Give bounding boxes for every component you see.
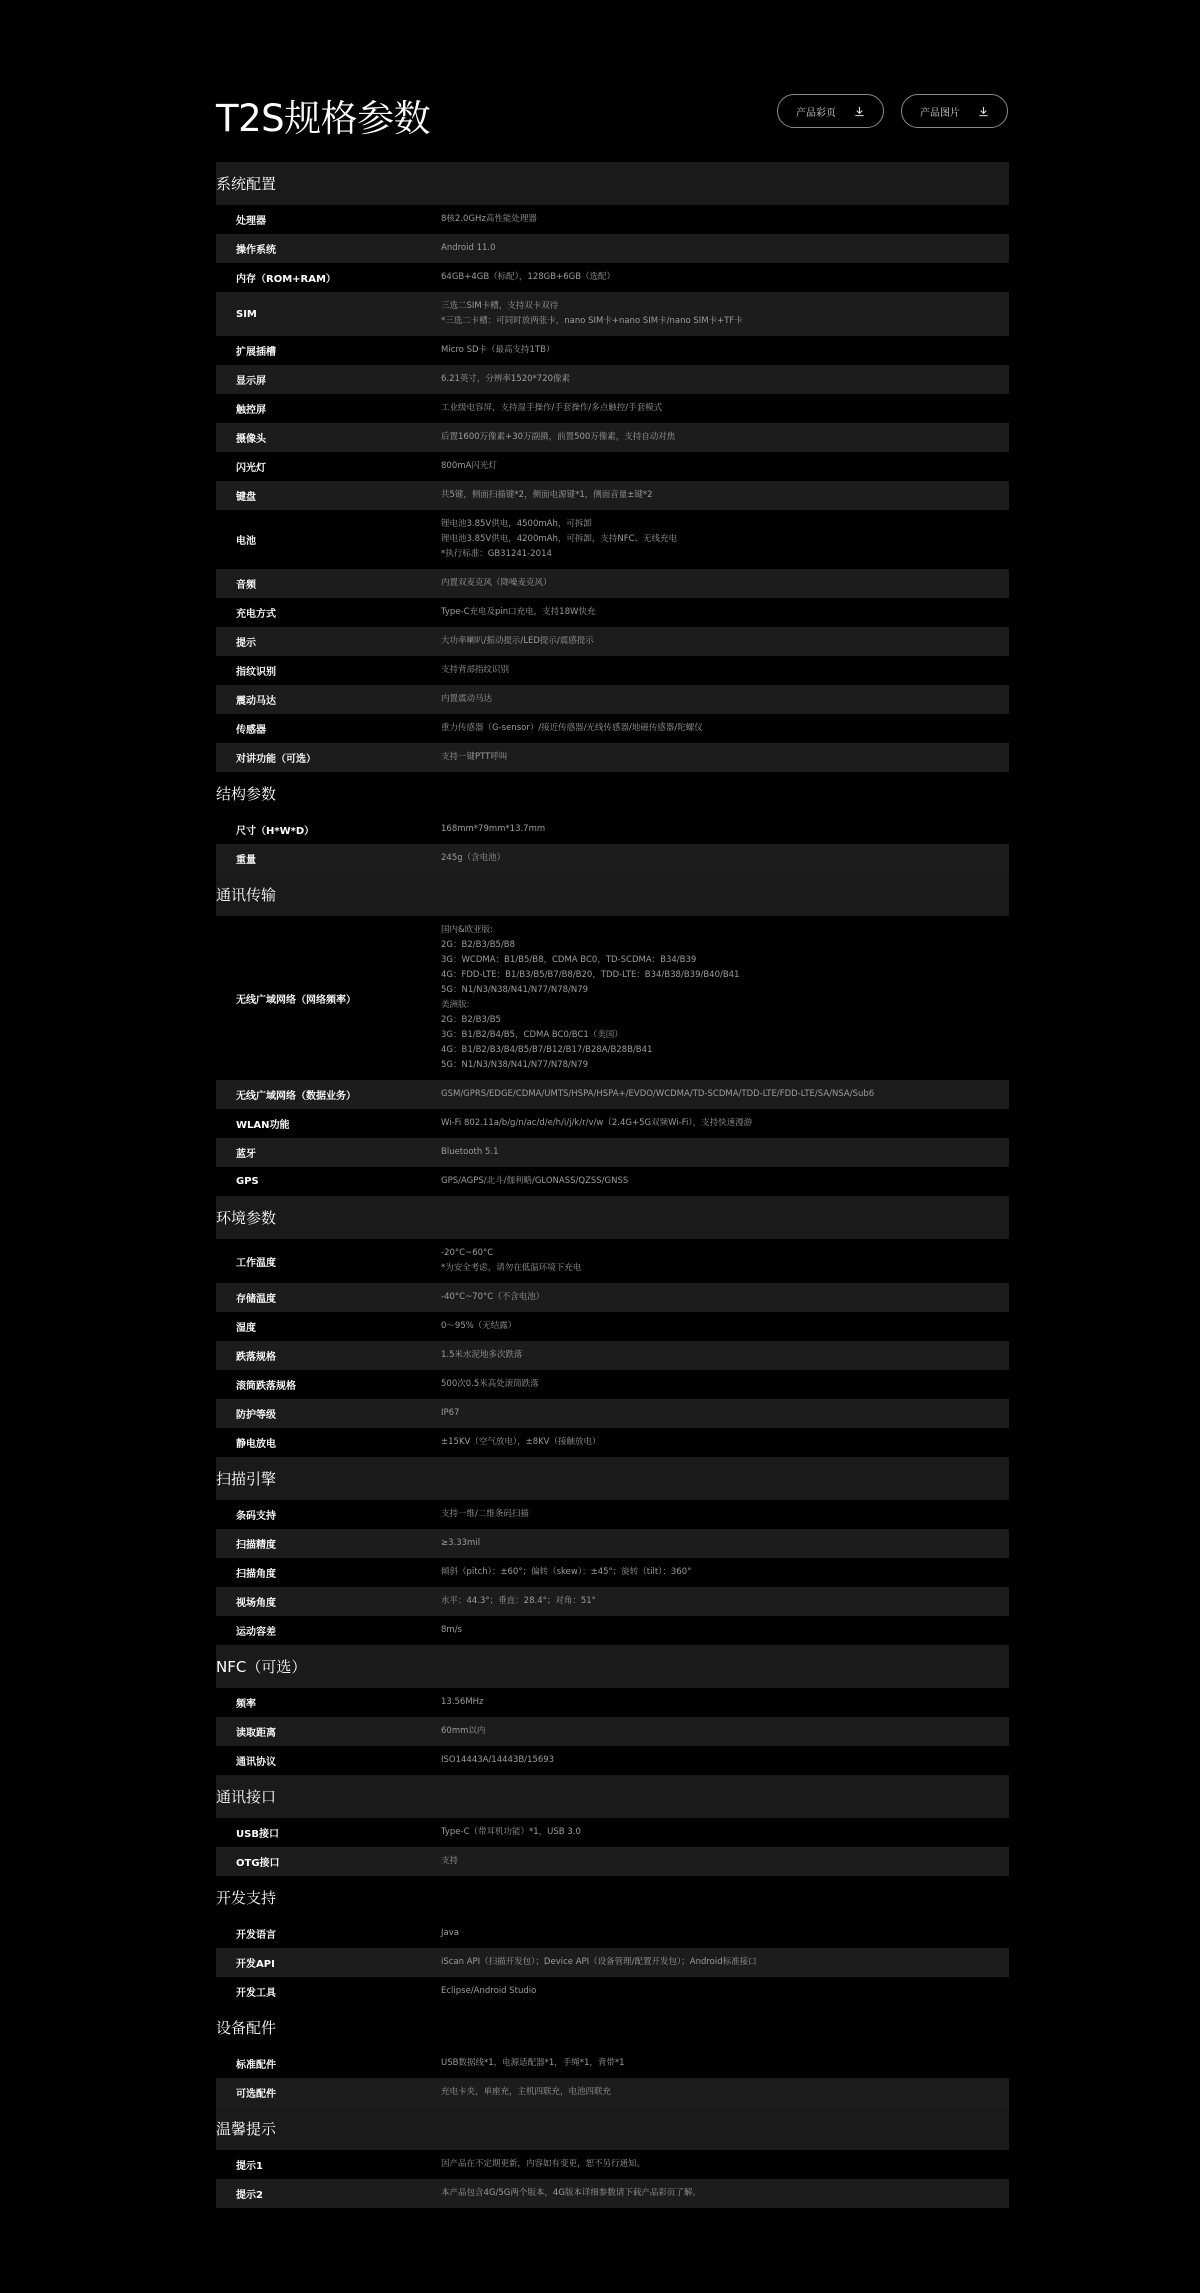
spec-value bbox=[441, 1926, 459, 1941]
spec-value bbox=[441, 343, 554, 358]
spec-value bbox=[441, 1145, 498, 1160]
spec-value-line: Micro SD卡（最高支持1TB） bbox=[441, 345, 555, 355]
spec-label: 滚筒跌落规格 bbox=[236, 1381, 296, 1392]
spec-section bbox=[216, 162, 1009, 772]
spec-row bbox=[216, 2179, 1009, 2208]
spec-row bbox=[216, 1500, 1009, 1529]
spec-label: 电池 bbox=[236, 536, 256, 547]
spec-value bbox=[441, 517, 677, 562]
spec-value bbox=[441, 1319, 516, 1334]
spec-row bbox=[216, 481, 1009, 510]
spec-label: 湿度 bbox=[236, 1323, 256, 1334]
spec-row bbox=[216, 1818, 1009, 1847]
spec-value-line: 8核2.0GHz高性能处理器 bbox=[441, 214, 537, 224]
spec-value bbox=[441, 1854, 458, 1869]
spec-value bbox=[441, 1695, 484, 1710]
spec-label: 充电方式 bbox=[236, 609, 276, 620]
section-title: NFC（可选） bbox=[216, 1645, 1009, 1688]
spec-value-line: Type-C充电及pin口充电，支持18W快充 bbox=[441, 607, 596, 617]
spec-label: 标准配件 bbox=[236, 2060, 276, 2071]
spec-row bbox=[216, 1341, 1009, 1370]
spec-value bbox=[441, 1116, 752, 1131]
spec-value bbox=[441, 1246, 581, 1276]
spec-value-line: 支持一键PTT呼叫 bbox=[441, 752, 508, 762]
spec-value bbox=[441, 663, 509, 678]
spec-label: 视场角度 bbox=[236, 1598, 276, 1609]
spec-row bbox=[216, 714, 1009, 743]
spec-label: 尺寸（H*W*D） bbox=[236, 826, 315, 837]
spec-value bbox=[441, 1594, 596, 1609]
spec-value bbox=[441, 1536, 480, 1551]
spec-value-line: ≥3.33mil bbox=[441, 1538, 481, 1548]
section-title: 设备配件 bbox=[216, 2019, 277, 2037]
spec-value-line: IP67 bbox=[441, 1408, 460, 1418]
spec-value bbox=[441, 750, 507, 765]
spec-value-line: 三选二SIM卡槽，支持双卡双待 bbox=[441, 301, 559, 311]
spec-row bbox=[216, 1109, 1009, 1138]
spec-row bbox=[216, 234, 1009, 263]
spec-value-line: 本产品包含4G/5G两个版本，4G版本详细参数请下载产品彩页了解。 bbox=[441, 2188, 701, 2198]
spec-row bbox=[216, 292, 1009, 336]
spec-label: 可选配件 bbox=[236, 2089, 276, 2100]
spec-row bbox=[216, 1616, 1009, 1645]
spec-value-line: 大功率喇叭/振动提示/LED提示/震感提示 bbox=[441, 636, 594, 646]
spec-section bbox=[216, 1645, 1009, 1775]
spec-label: WLAN功能 bbox=[236, 1120, 290, 1131]
spec-value-line: USB数据线*1，电源适配器*1，手绳*1，背带*1 bbox=[441, 2058, 625, 2068]
spec-row bbox=[216, 1239, 1009, 1283]
spec-value-line: *执行标准：GB31241-2014 bbox=[441, 549, 552, 559]
spec-value bbox=[441, 2157, 645, 2172]
download-icon bbox=[854, 106, 865, 117]
spec-value bbox=[441, 1087, 874, 1102]
spec-row bbox=[216, 1558, 1009, 1587]
spec-row bbox=[216, 394, 1009, 423]
spec-value-line: 13.56MHz bbox=[441, 1697, 484, 1707]
spec-value bbox=[441, 372, 570, 387]
spec-value-line: 锂电池3.85V供电，4200mAh，可拆卸，支持NFC、无线充电 bbox=[441, 534, 678, 544]
spec-value-line: Java bbox=[441, 1928, 459, 1938]
spec-row bbox=[216, 423, 1009, 452]
spec-value-line: 4G：B1/B2/B3/B4/B5/B7/B12/B17/B28A/B28B/B41 bbox=[441, 1045, 653, 1055]
section-title: 通讯传输 bbox=[216, 873, 1009, 916]
download-images-button[interactable] bbox=[901, 94, 1008, 128]
spec-row bbox=[216, 205, 1009, 234]
spec-value bbox=[441, 605, 595, 620]
spec-value bbox=[441, 459, 497, 474]
spec-value bbox=[441, 634, 594, 649]
spec-value-line: 支持一维/二维条码扫描 bbox=[441, 1509, 529, 1519]
images-button-label: 产品图片 bbox=[920, 107, 960, 119]
spec-label: 无线广域网络（数据业务） bbox=[236, 1091, 356, 1102]
spec-label: SIM bbox=[236, 308, 257, 320]
spec-value-line: 0～95%（无结露） bbox=[441, 1321, 517, 1331]
spec-label: 扩展插槽 bbox=[236, 347, 276, 358]
spec-value bbox=[441, 1623, 462, 1638]
spec-row bbox=[216, 365, 1009, 394]
spec-row bbox=[216, 844, 1009, 873]
spec-row bbox=[216, 1080, 1009, 1109]
spec-value bbox=[441, 2186, 701, 2201]
spec-row bbox=[216, 1746, 1009, 1775]
spec-value-line: 后置1600万像素+30万副摄，前置500万像素，支持自动对焦 bbox=[441, 432, 676, 442]
spec-label: 频率 bbox=[236, 1699, 256, 1710]
spec-value bbox=[441, 1724, 485, 1739]
spec-value-line: 8m/s bbox=[441, 1625, 462, 1635]
spec-label: 提示2 bbox=[236, 2190, 263, 2201]
spec-row bbox=[216, 1919, 1009, 1948]
section-title: 通讯接口 bbox=[216, 1775, 1009, 1818]
spec-label: 对讲功能（可选） bbox=[236, 754, 316, 765]
spec-label: 显示屏 bbox=[236, 376, 266, 387]
spec-value-line: 国内&欧亚版: bbox=[441, 925, 493, 935]
spec-value-line: 充电卡夹，单座充，主机四联充，电池四联充 bbox=[441, 2087, 612, 2097]
spec-value-line: 6.21英寸，分辨率1520*720像素 bbox=[441, 374, 571, 384]
spec-row bbox=[216, 510, 1009, 569]
spec-section bbox=[216, 2107, 1009, 2208]
spec-section bbox=[216, 1457, 1009, 1645]
spec-row bbox=[216, 598, 1009, 627]
spec-row bbox=[216, 627, 1009, 656]
spec-row bbox=[216, 1847, 1009, 1876]
spec-row bbox=[216, 1529, 1009, 1558]
spec-label: 音频 bbox=[236, 580, 256, 591]
spec-value bbox=[441, 212, 537, 227]
spec-label: 传感器 bbox=[236, 725, 266, 736]
spec-label: 触控屏 bbox=[236, 405, 266, 416]
spec-row bbox=[216, 1948, 1009, 1977]
spec-row bbox=[216, 1138, 1009, 1167]
spec-value-line: 倾斜（pitch）：±60°；偏转（skew）：±45°；旋转（tilt）：360° bbox=[441, 1567, 692, 1577]
spec-value bbox=[441, 241, 496, 256]
spec-value-line: Bluetooth 5.1 bbox=[441, 1147, 499, 1157]
spec-value-line: 重力传感器（G-sensor）/接近传感器/光线传感器/地磁传感器/陀螺仪 bbox=[441, 723, 703, 733]
spec-value-line: 支持背部指纹识别 bbox=[441, 665, 510, 675]
spec-value-line: 168mm*79mm*13.7mm bbox=[441, 824, 546, 834]
section-title: 系统配置 bbox=[216, 162, 1009, 205]
spec-row bbox=[216, 743, 1009, 772]
spec-value bbox=[441, 1406, 459, 1421]
spec-value-line: 水平：44.3°；垂直：28.4°；对角：51° bbox=[441, 1596, 596, 1606]
spec-value bbox=[441, 299, 743, 329]
spec-value-line: Android 11.0 bbox=[441, 243, 496, 253]
spec-row bbox=[216, 1587, 1009, 1616]
spec-label: 条码支持 bbox=[236, 1511, 276, 1522]
section-title: 结构参数 bbox=[216, 785, 277, 803]
spec-value bbox=[441, 488, 653, 503]
spec-label: 摄像头 bbox=[236, 434, 266, 445]
spec-label: 扫描角度 bbox=[236, 1569, 276, 1580]
spec-value-line: GPS/AGPS/北斗/伽利略/GLONASS/QZSS/GNSS bbox=[441, 1176, 629, 1186]
spec-label: 读取距离 bbox=[236, 1728, 276, 1739]
spec-label: 通讯协议 bbox=[236, 1757, 276, 1768]
download-brochure-button[interactable] bbox=[777, 94, 884, 128]
spec-label: 内存（ROM+RAM） bbox=[236, 274, 336, 285]
spec-value bbox=[441, 576, 552, 591]
spec-value-line: 5G：N1/N3/N38/N41/N77/N78/N79 bbox=[441, 1060, 589, 1070]
spec-value bbox=[441, 270, 615, 285]
spec-value-line: Wi-Fi 802.11a/b/g/n/ac/d/e/h/i/j/k/r/v/w（2.4G+5G双频Wi-Fi），支持快速漫游 bbox=[441, 1118, 753, 1128]
spec-row bbox=[216, 263, 1009, 292]
spec-value bbox=[441, 1377, 539, 1392]
spec-row bbox=[216, 1312, 1009, 1341]
spec-value bbox=[441, 692, 492, 707]
spec-value bbox=[441, 1825, 581, 1840]
spec-value bbox=[441, 1507, 529, 1522]
spec-value-line: -20°C~60°C bbox=[441, 1248, 494, 1258]
spec-value bbox=[441, 1955, 757, 1970]
spec-value bbox=[441, 822, 545, 837]
spec-value-line: ISO14443A/14443B/15693 bbox=[441, 1755, 555, 1765]
spec-label: 蓝牙 bbox=[236, 1149, 256, 1160]
spec-label: 开发语言 bbox=[236, 1930, 276, 1941]
spec-label: GPS bbox=[236, 1176, 259, 1187]
spec-row bbox=[216, 685, 1009, 714]
spec-value bbox=[441, 1348, 523, 1363]
spec-row bbox=[216, 1717, 1009, 1746]
spec-section bbox=[216, 2006, 1009, 2107]
spec-value-line: 3G：WCDMA：B1/B5/B8，CDMA BC0，TD-SCDMA：B34/B39 bbox=[441, 955, 697, 965]
spec-value-line: 4G：FDD-LTE：B1/B3/B5/B7/B8/B20，TDD-LTE：B34/B38/B39/B40/B41 bbox=[441, 970, 740, 980]
spec-value-line: 60mm以内 bbox=[441, 1726, 486, 1736]
spec-value-line: Eclipse/Android Studio bbox=[441, 1986, 537, 1996]
section-title: 开发支持 bbox=[216, 1889, 277, 1907]
section-title: 扫描引擎 bbox=[216, 1457, 1009, 1500]
spec-value-line: 2G：B2/B3/B5 bbox=[441, 1015, 501, 1025]
spec-row bbox=[216, 2078, 1009, 2107]
spec-value-line: 5G：N1/N3/N38/N41/N77/N78/N79 bbox=[441, 985, 589, 995]
spec-value bbox=[441, 851, 505, 866]
spec-value bbox=[441, 923, 740, 1073]
download-icon bbox=[978, 106, 989, 117]
spec-value-line: 3G：B1/B2/B4/B5，CDMA BC0/BC1（美国） bbox=[441, 1030, 623, 1040]
spec-value-line: Type-C（带耳机功能）*1，USB 3.0 bbox=[441, 1827, 581, 1837]
spec-label: 震动马达 bbox=[236, 696, 276, 707]
spec-section bbox=[216, 772, 1009, 873]
spec-label: 闪光灯 bbox=[236, 463, 266, 474]
spec-row bbox=[216, 1688, 1009, 1717]
spec-value-line: -40°C~70°C（不含电池） bbox=[441, 1292, 545, 1302]
spec-value-line: 共5键，侧面扫描键*2，侧面电源键*1，侧面音量±键*2 bbox=[441, 490, 653, 500]
spec-value bbox=[441, 1174, 628, 1189]
spec-section bbox=[216, 873, 1009, 1196]
spec-value-line: 2G：B2/B3/B5/B8 bbox=[441, 940, 516, 950]
spec-row bbox=[216, 1370, 1009, 1399]
spec-row bbox=[216, 1283, 1009, 1312]
spec-label: 处理器 bbox=[236, 216, 266, 227]
spec-label: 键盘 bbox=[236, 492, 256, 503]
spec-section bbox=[216, 1775, 1009, 1876]
spec-label: 指纹识别 bbox=[236, 667, 276, 678]
spec-sections bbox=[216, 162, 1009, 2208]
spec-label: 提示 bbox=[236, 638, 256, 649]
spec-value-line: 美洲版: bbox=[441, 1000, 470, 1010]
spec-value-line: 支持 bbox=[441, 1856, 459, 1866]
spec-value-line: 内置双麦克风（降噪麦克风） bbox=[441, 578, 552, 588]
spec-value bbox=[441, 1753, 554, 1768]
spec-label: 静电放电 bbox=[236, 1439, 276, 1450]
spec-section bbox=[216, 1196, 1009, 1457]
spec-value bbox=[441, 1435, 601, 1450]
spec-label: 存储温度 bbox=[236, 1294, 276, 1305]
spec-value-line: 1.5米水泥地多次跌落 bbox=[441, 1350, 523, 1360]
spec-value bbox=[441, 1290, 544, 1305]
spec-label: 开发API bbox=[236, 1959, 275, 1970]
section-title: 环境参数 bbox=[216, 1196, 1009, 1239]
spec-value bbox=[441, 2056, 625, 2071]
spec-label: 扫描精度 bbox=[236, 1540, 276, 1551]
spec-label: 重量 bbox=[236, 855, 256, 866]
spec-page bbox=[216, 0, 1009, 2208]
spec-row bbox=[216, 569, 1009, 598]
spec-value-line: ±15KV（空气放电），±8KV（接触放电） bbox=[441, 1437, 601, 1447]
spec-row bbox=[216, 656, 1009, 685]
brochure-button-label: 产品彩页 bbox=[796, 107, 836, 119]
spec-row bbox=[216, 916, 1009, 1080]
spec-row bbox=[216, 815, 1009, 844]
spec-row bbox=[216, 2049, 1009, 2078]
spec-value-line: iScan API（扫描开发包）；Device API（设备管理/配置开发包）；Android标准接口 bbox=[441, 1957, 757, 1967]
spec-value-line: 工业级电容屏，支持湿手操作/手套操作/多点触控/手套模式 bbox=[441, 403, 663, 413]
page-header bbox=[216, 0, 1009, 162]
spec-value-line: 锂电池3.85V供电，4500mAh，可拆卸 bbox=[441, 519, 592, 529]
spec-value-line: 内置震动马达 bbox=[441, 694, 493, 704]
spec-label: 提示1 bbox=[236, 2161, 263, 2172]
spec-label: 防护等级 bbox=[236, 1410, 276, 1421]
spec-value bbox=[441, 1984, 536, 1999]
spec-value-line: 64GB+4GB（标配），128GB+6GB（选配） bbox=[441, 272, 616, 282]
spec-label: 跌落规格 bbox=[236, 1352, 276, 1363]
spec-value-line: 800mA闪光灯 bbox=[441, 461, 497, 471]
spec-value-line: 500次0.5米高处滚筒跌落 bbox=[441, 1379, 539, 1389]
spec-section bbox=[216, 1876, 1009, 2006]
spec-value-line: *为安全考虑，请勿在低温环境下充电 bbox=[441, 1263, 582, 1273]
spec-value bbox=[441, 721, 703, 736]
spec-label: OTG接口 bbox=[236, 1858, 280, 1869]
spec-value-line: *三选二卡槽：可同时放两张卡，nano SIM卡+nano SIM卡/nano SIM卡+TF卡 bbox=[441, 316, 743, 326]
spec-label: 无线广域网络（网络频率） bbox=[236, 994, 356, 1006]
spec-value-line: 因产品在不定期更新，内容如有变更，恕不另行通知。 bbox=[441, 2159, 646, 2169]
spec-label: 开发工具 bbox=[236, 1988, 276, 1999]
spec-label: 工作温度 bbox=[236, 1257, 276, 1269]
spec-row bbox=[216, 452, 1009, 481]
spec-row bbox=[216, 1977, 1009, 2006]
section-title: 温馨提示 bbox=[216, 2107, 1009, 2150]
spec-value bbox=[441, 430, 675, 445]
spec-value-line: 245g（含电池） bbox=[441, 853, 506, 863]
spec-label: USB接口 bbox=[236, 1829, 279, 1840]
spec-label: 运动容差 bbox=[236, 1627, 276, 1638]
spec-label: 操作系统 bbox=[236, 245, 276, 256]
spec-row bbox=[216, 336, 1009, 365]
spec-value bbox=[441, 401, 662, 416]
page-title: T2S规格参数 bbox=[216, 97, 431, 140]
spec-value bbox=[441, 2085, 611, 2100]
spec-row bbox=[216, 1399, 1009, 1428]
spec-value-line: GSM/GPRS/EDGE/CDMA/UMTS/HSPA/HSPA+/EVDO/WCDMA/TD-SCDMA/TDD-LTE/FDD-LTE/SA/NSA/Sub6 bbox=[441, 1089, 875, 1099]
spec-value bbox=[441, 1565, 691, 1580]
spec-row bbox=[216, 1428, 1009, 1457]
spec-row bbox=[216, 1167, 1009, 1196]
spec-row bbox=[216, 2150, 1009, 2179]
